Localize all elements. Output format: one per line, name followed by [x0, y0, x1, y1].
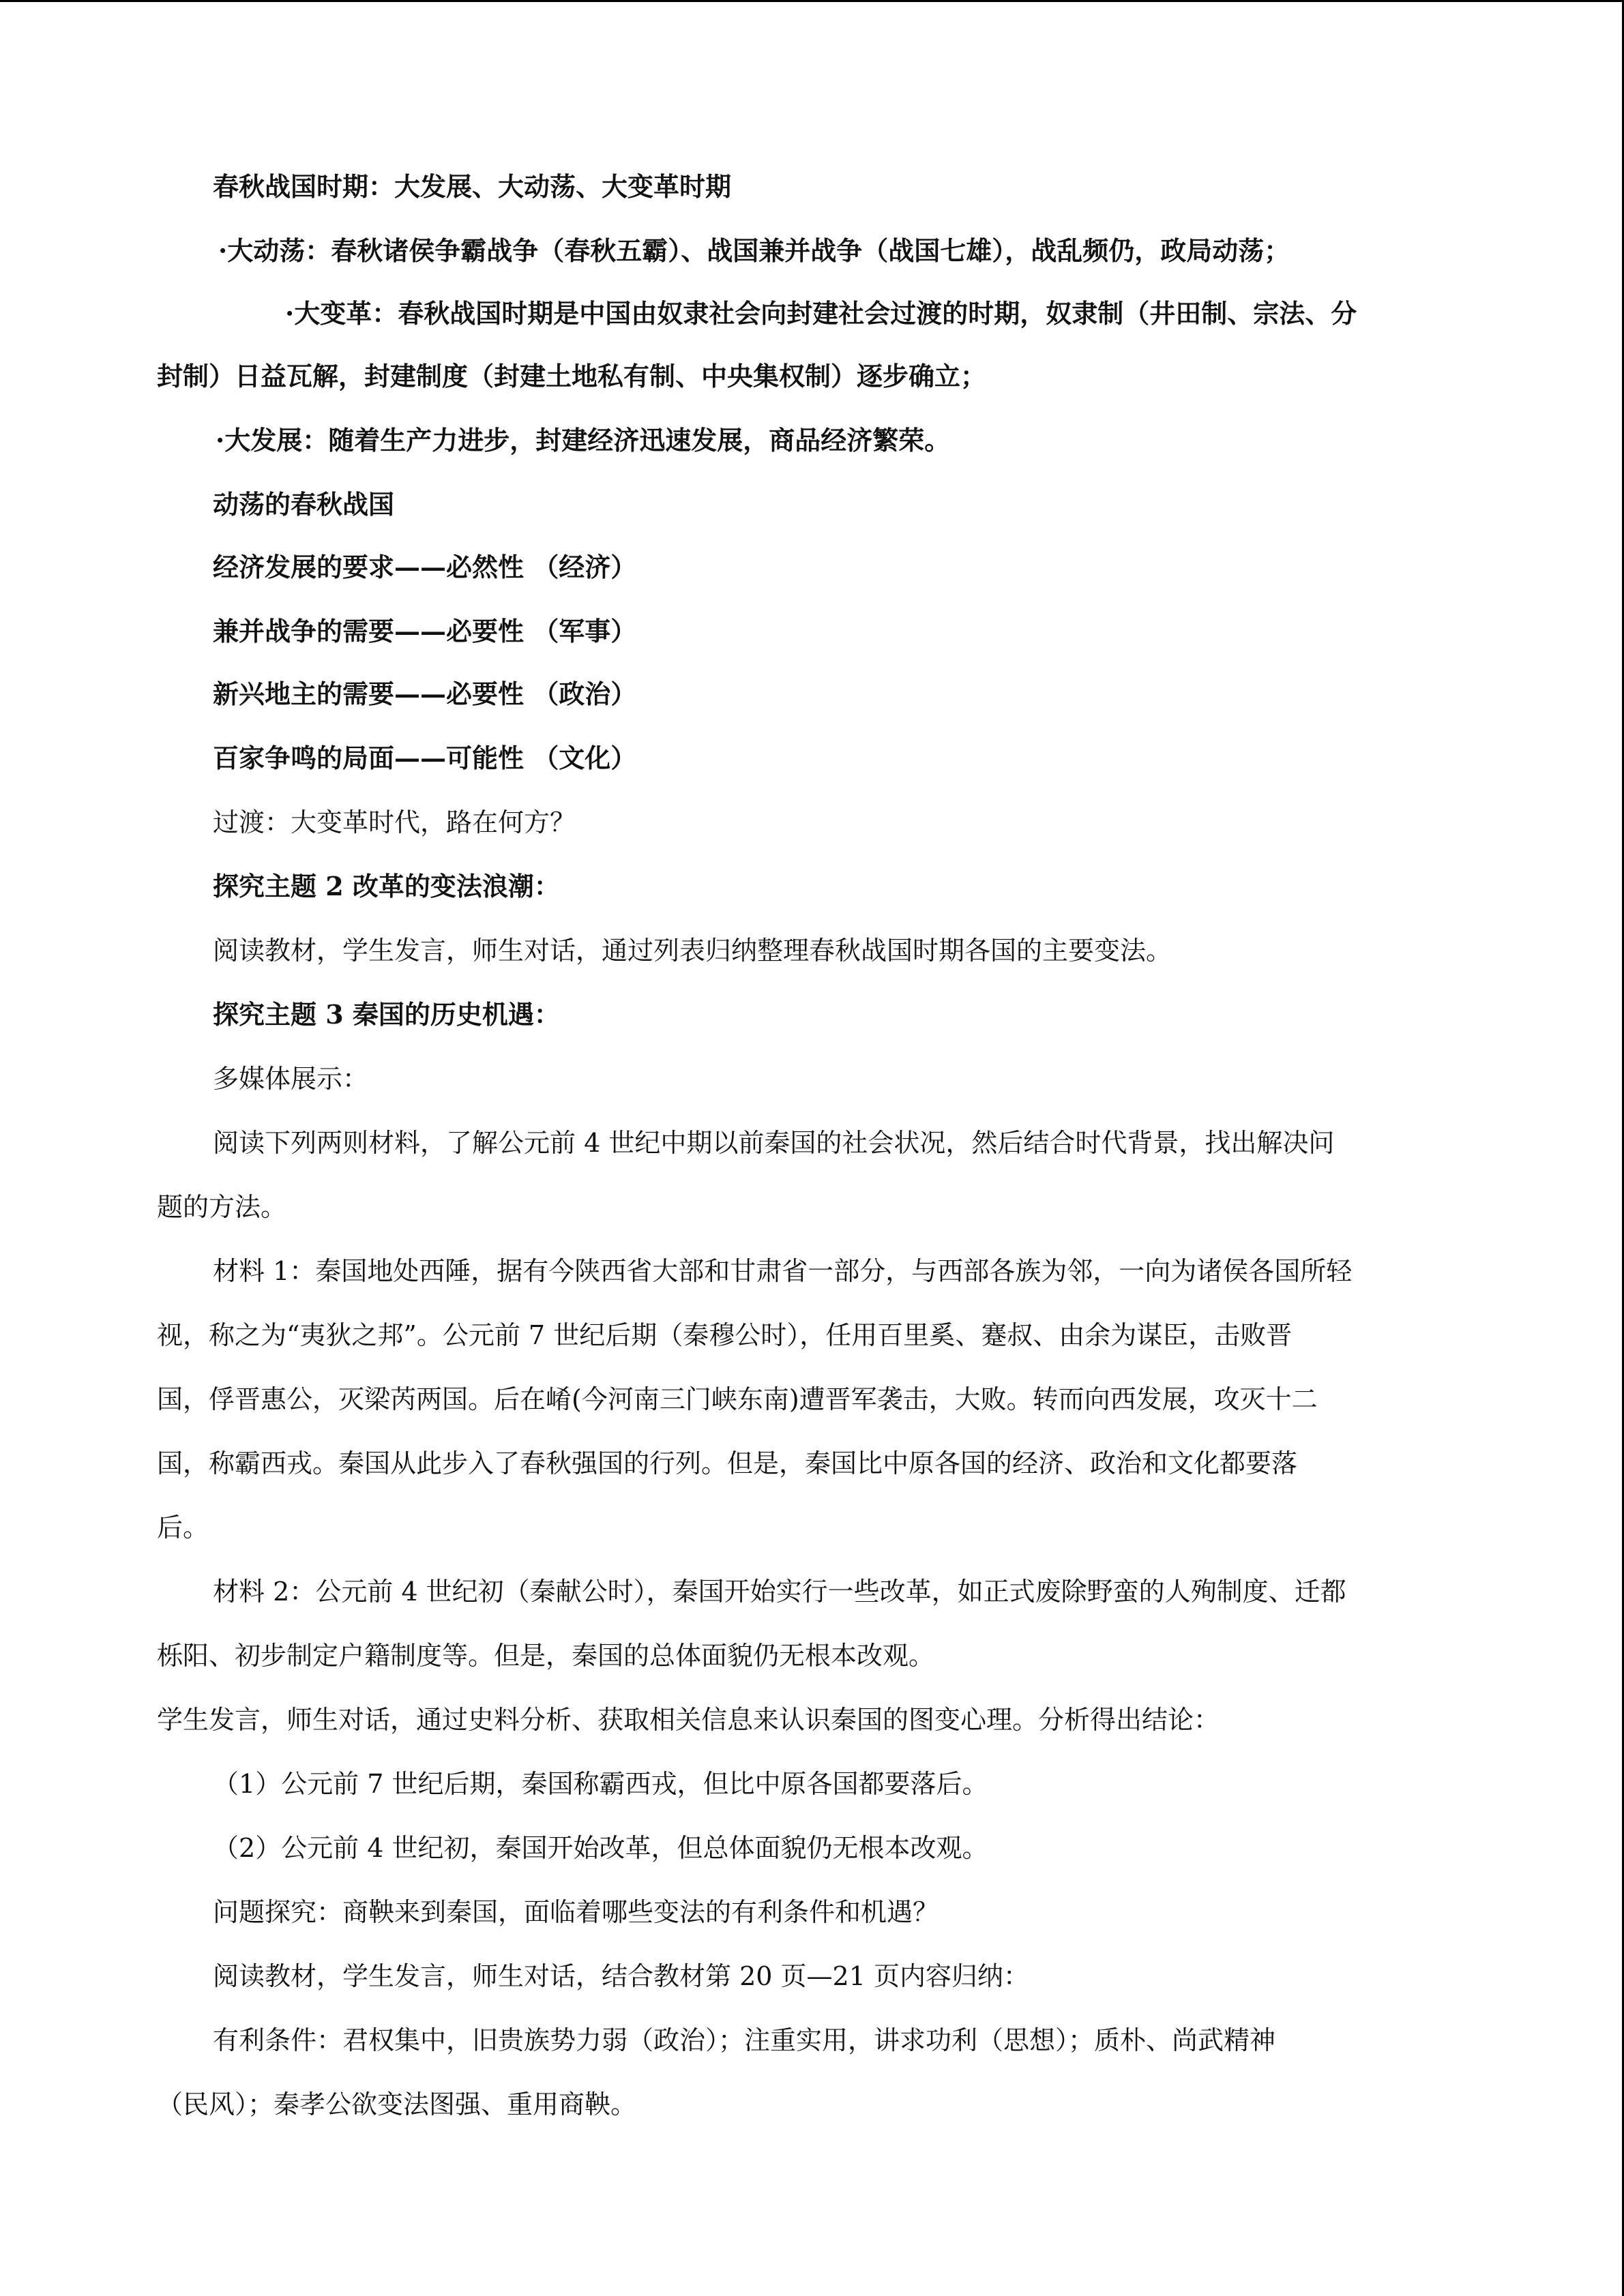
- section-heading: 春秋战国时期：大发展、大动荡、大变革时期: [213, 171, 732, 202]
- material-1-line-1: 材料 1：秦国地处西陲，据有今陕西省大部和甘肃省一部分，与西部各族为邻，一向为诸侯各国所轻: [213, 1256, 1353, 1286]
- paragraph-change-cont: 封制）日益瓦解，封建制度（封建土地私有制、中央集权制）逐步确立；: [157, 361, 987, 391]
- material-2-line-1: 材料 2：公元前 4 世纪初（秦献公时），秦国开始实行一些改革，如正式废除野蛮的人殉制度、迁都: [213, 1577, 1346, 1607]
- list-item-culture: 百家争鸣的局面——可能性 （文化）: [213, 743, 637, 773]
- material-1-line-5: 后。: [157, 1512, 209, 1542]
- paragraph-development: ·大发展：随着生产力进步，封建经济迅速发展，商品经济繁荣。: [216, 425, 951, 456]
- subheading-turbulent: 动荡的春秋战国: [213, 489, 395, 520]
- multimedia-label: 多媒体展示：: [213, 1064, 369, 1094]
- paragraph-turmoil: ·大动荡：春秋诸侯争霸战争（春秋五霸）、战国兼并战争（战国七雄），战乱频仍，政局动荡；: [218, 235, 1290, 266]
- reading-instruction-cont: 题的方法。: [157, 1192, 287, 1222]
- material-1-line-3: 国，俘晋惠公，灭梁芮两国。后在崤(今河南三门峡东南)遭晋军袭击，大败。转而向西发展，攻灭十二: [157, 1384, 1318, 1414]
- reading-instruction: 阅读下列两则材料，了解公元前 4 世纪中期以前秦国的社会状况，然后结合时代背景，找出解决问: [213, 1128, 1335, 1158]
- analysis-text: 学生发言，师生对话，通过史料分析、获取相关信息来认识秦国的图变心理。分析得出结论：: [157, 1705, 1220, 1735]
- textbook-summary: 阅读教材，学生发言，师生对话，结合教材第 20 页—21 页内容归纳：: [213, 1961, 1029, 1991]
- material-2-line-2: 栎阳、初步制定户籍制度等。但是，秦国的总体面貌仍无根本改观。: [157, 1641, 935, 1671]
- list-item-military: 兼并战争的需要——必要性 （军事）: [213, 616, 637, 646]
- question-text: 问题探究：商鞅来到秦国，面临着哪些变法的有利条件和机遇？: [213, 1897, 939, 1927]
- conclusion-1: （1）公元前 7 世纪后期，秦国称霸西戎，但比中原各国都要落后。: [213, 1769, 988, 1799]
- topic-3-heading: 探究主题 3 秦国的历史机遇：: [213, 999, 560, 1030]
- favorable-conditions-cont: （民风）；秦孝公欲变法图强、重用商鞅。: [157, 2089, 637, 2119]
- material-1-line-4: 国，称霸西戎。秦国从此步入了春秋强国的行列。但是，秦国比中原各国的经济、政治和文化都要落: [157, 1448, 1298, 1478]
- conclusion-2: （2）公元前 4 世纪初，秦国开始改革，但总体面貌仍无根本改观。: [213, 1833, 988, 1863]
- material-1-line-2: 视，称之为“夷狄之邦”。公元前 7 世纪后期（秦穆公时），任用百里奚、蹇叔、由余为谋臣，击败晋: [157, 1320, 1293, 1350]
- topic-2-text: 阅读教材，学生发言，师生对话，通过列表归纳整理春秋战国时期各国的主要变法。: [213, 936, 1172, 966]
- transition-text: 过渡：大变革时代，路在何方？: [213, 807, 576, 837]
- topic-2-heading: 探究主题 2 改革的变法浪潮：: [213, 871, 560, 901]
- list-item-politics: 新兴地主的需要——必要性 （政治）: [213, 679, 637, 709]
- paragraph-change: ·大变革：春秋战国时期是中国由奴隶社会向封建社会过渡的时期，奴隶制（井田制、宗法、分: [285, 298, 1357, 329]
- list-item-economy: 经济发展的要求——必然性 （经济）: [213, 552, 637, 582]
- favorable-conditions: 有利条件：君权集中，旧贵族势力弱（政治）；注重实用，讲求功利（思想）；质朴、尚武精神: [213, 2025, 1276, 2055]
